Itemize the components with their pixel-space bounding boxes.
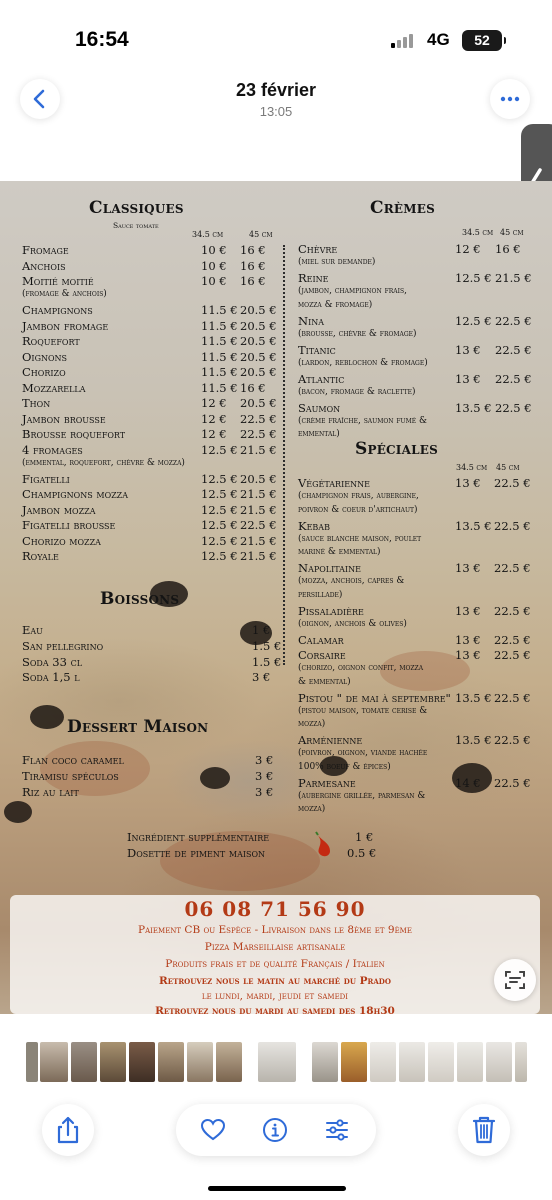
size-header-small: 34.5 cm [192, 230, 224, 239]
size-header-small: 34.5 cm [456, 463, 488, 472]
price-large: 22.5 € [494, 632, 531, 647]
price-large: 16 € [495, 242, 521, 256]
menu-item-description: (emmental, roquefort, chèvre & mozza) [22, 457, 185, 468]
live-text-button[interactable] [494, 959, 536, 1001]
price-large: 20.5 € [240, 303, 277, 317]
battery-icon: 52 [462, 30, 502, 51]
price-small: 13.5 € [455, 400, 492, 415]
menu-item-name: Champignons mozza [22, 487, 129, 501]
menu-item-name: Jambon mozza [22, 502, 96, 517]
menu-item-name: Royale [22, 549, 59, 563]
price-small: 12 € [455, 242, 481, 256]
phone-number: 06 08 71 56 90 [184, 897, 366, 921]
price-small: 10 € [201, 243, 227, 257]
extra-price: 1 € [355, 830, 374, 844]
price-large: 21.5 € [240, 533, 277, 548]
menu-item-description: (poivron, oignon, viande hachée [298, 748, 428, 758]
price-large: 22.5 € [240, 411, 277, 426]
price-large: 21.5 € [240, 442, 277, 457]
price-large: 16 € [240, 274, 266, 288]
price-large: 22.5 € [240, 427, 277, 441]
menu-item-name: Jambon fromage [22, 318, 109, 333]
menu-item-description: emmental) [298, 429, 340, 439]
menu-item-description: (lardon, reblochon & fromage) [298, 357, 428, 368]
price-small: 12.5 € [201, 533, 238, 548]
size-header-small: 34.5 cm [462, 228, 494, 237]
price-small: 11.5 € [201, 349, 238, 364]
menu-item-name: Eau [22, 623, 43, 637]
status-time: 16:54 [75, 28, 129, 51]
price-small: 14 € [455, 775, 481, 790]
section-title-boissons: Boissons [100, 589, 180, 609]
price-small: 12.5 € [201, 518, 238, 532]
info-line: Produits frais et de qualité Français / Italien [165, 958, 385, 970]
sliders-icon[interactable] [324, 1117, 350, 1143]
menu-item-name: Chorizo [22, 365, 66, 379]
menu-item-price: 1.5 € [252, 638, 282, 653]
thumbnail[interactable] [515, 1042, 527, 1082]
info-line: Paiement CB ou Espèce - Livraison dans le 8ème et 9ème [138, 924, 412, 936]
price-large: 22.5 € [495, 313, 532, 328]
price-large: 22.5 € [494, 733, 531, 747]
price-large: 22.5 € [494, 561, 531, 575]
menu-item-description: 100% boeuf & épices) [298, 761, 391, 772]
price-small: 12.5 € [201, 442, 238, 457]
info-icon[interactable] [262, 1117, 288, 1143]
price-large: 20.5 € [240, 471, 277, 486]
menu-item-price: 1 € [252, 623, 271, 637]
share-button[interactable] [42, 1104, 94, 1156]
price-small: 10 € [201, 274, 227, 288]
thumbnail[interactable] [486, 1042, 512, 1082]
status-bar [0, 0, 552, 80]
price-small: 11.5 € [201, 334, 238, 348]
thumbnail[interactable] [341, 1042, 367, 1082]
price-small: 13 € [455, 648, 481, 662]
price-large: 22.5 € [495, 371, 532, 386]
thumbnail-strip[interactable] [0, 1042, 552, 1082]
price-large: 21.5 € [240, 549, 277, 563]
live-text-icon [494, 959, 536, 1001]
price-small: 13.5 € [455, 690, 492, 705]
menu-item-name: Thon [22, 396, 51, 410]
menu-item-name: Nina [298, 313, 324, 328]
info-line: Pizza Marseillaise artisanale [204, 941, 346, 953]
size-header-large: 45 cm [496, 463, 520, 472]
menu-item-name: Tiramisu spéculos [22, 768, 119, 783]
menu-item-name: Moitié moitié [22, 274, 94, 288]
price-small: 12 € [201, 396, 227, 410]
menu-item-name: Oignons [22, 349, 68, 364]
size-header-large: 45 cm [500, 228, 524, 237]
menu-item-name: Kebab [298, 518, 330, 533]
extra-price: 0.5 € [347, 846, 377, 860]
thumbnail[interactable] [26, 1042, 38, 1082]
photo-actions-bar [176, 1104, 376, 1156]
menu-item-description: (aubergine grillée, parmesan & [298, 790, 426, 801]
thumbnail[interactable] [399, 1042, 425, 1082]
menu-item-name: Figatelli [22, 471, 70, 486]
trash-icon [458, 1104, 510, 1156]
menu-item-name: Champignons [22, 303, 93, 317]
menu-item-name: Chèvre [298, 242, 338, 256]
menu-item-description: (brousse, chèvre & fromage) [298, 328, 417, 339]
menu-item-name: Brousse roquefort [22, 427, 126, 441]
size-header-large: 45 cm [249, 230, 273, 239]
price-small: 10 € [201, 258, 227, 273]
price-small: 12.5 € [201, 502, 238, 517]
section-title-cremes: Crèmes [370, 198, 435, 218]
price-small: 11.5 € [201, 380, 238, 395]
menu-item-description: (miel sur demande) [298, 257, 376, 267]
price-large: 20.5 € [240, 318, 277, 333]
info-line: le lundi, mardi, jeudi et samedi [201, 990, 349, 1002]
price-large: 22.5 € [494, 603, 531, 618]
menu-item-name: Figatelli brousse [22, 518, 116, 532]
menu-item-name: Chorizo mozza [22, 533, 101, 548]
menu-item-description: (fromage & anchois) [22, 289, 107, 299]
cellular-signal-icon [391, 34, 419, 48]
menu-item-name: San pellegrino [22, 638, 104, 653]
thumbnail[interactable] [457, 1042, 483, 1082]
thumbnail[interactable] [258, 1042, 296, 1082]
price-large: 20.5 € [240, 396, 277, 410]
thumbnail[interactable] [428, 1042, 454, 1082]
price-small: 12.5 € [201, 471, 238, 486]
home-indicator [208, 1186, 346, 1191]
ellipsis-icon [490, 79, 530, 119]
menu-item-name: Napolitaine [298, 561, 361, 575]
menu-item-name: Titanic [298, 342, 336, 357]
menu-item-description: mozza) [298, 719, 326, 729]
menu-item-description: (chorizo, oignon confit, mozza [298, 663, 424, 673]
price-small: 13 € [455, 632, 481, 647]
menu-item-name: Jambon brousse [22, 411, 106, 426]
menu-item-name: Pissaladière [298, 603, 364, 618]
heart-icon[interactable] [200, 1117, 226, 1143]
price-small: 13 € [455, 603, 481, 618]
price-large: 22.5 € [495, 342, 532, 357]
extra-name: Dosette de piment maison [127, 846, 266, 860]
thumbnail[interactable] [100, 1042, 126, 1082]
contact-info-card [10, 895, 540, 1014]
photo-date: 23 février [235, 80, 317, 100]
price-small: 11.5 € [201, 365, 238, 379]
price-large: 20.5 € [240, 334, 277, 348]
menu-item-name: Roquefort [22, 334, 80, 348]
price-small: 12.5 € [455, 271, 492, 285]
price-large: 20.5 € [240, 349, 277, 364]
price-large: 20.5 € [240, 365, 277, 379]
thumbnail[interactable] [216, 1042, 242, 1082]
price-large: 22.5 € [494, 690, 531, 705]
price-small: 12 € [201, 411, 227, 426]
price-large: 22.5 € [240, 518, 277, 532]
price-small: 13 € [455, 371, 481, 386]
menu-item-name: Calamar [298, 632, 344, 647]
menu-item-name: Végétarienne [298, 476, 370, 490]
extra-name: Ingrédient supplémentaire [127, 830, 270, 844]
price-small: 13 € [455, 476, 481, 490]
price-large: 21.5 € [240, 487, 277, 501]
menu-item-description: & emmental) [298, 676, 351, 687]
photo-time: 13:05 [259, 104, 293, 119]
price-large: 22.5 € [494, 476, 531, 490]
thumbnail[interactable] [370, 1042, 396, 1082]
price-small: 13 € [455, 561, 481, 575]
price-large: 22.5 € [494, 775, 531, 790]
menu-item-name: Pistou " de mai à septembre" [298, 690, 451, 705]
menu-photo[interactable] [0, 181, 552, 1014]
thumbnail[interactable] [187, 1042, 213, 1082]
price-large: 16 € [240, 243, 266, 257]
menu-item-description: mozza) [298, 804, 326, 814]
menu-item-description: (mozza, anchois, capres & [298, 576, 405, 586]
menu-item-description: (pistou maison, tomate cerise & [298, 705, 428, 716]
thumbnail[interactable] [40, 1042, 68, 1082]
menu-item-name: Arménienne [298, 733, 363, 747]
price-large: 16 € [240, 380, 266, 395]
menu-item-name: Soda 33 cl [22, 654, 83, 669]
menu-item-name: Flan coco caramel [22, 753, 124, 767]
section-title-dessert: Dessert Maison [67, 717, 209, 737]
price-small: 12 € [201, 427, 227, 441]
menu-item-name: Riz au lait [22, 784, 79, 799]
price-large: 16 € [240, 258, 266, 273]
menu-item-name: Parmesane [298, 775, 356, 790]
menu-item-description: (oignon, anchois & olives) [298, 618, 407, 629]
price-large: 22.5 € [494, 648, 531, 662]
price-large: 22.5 € [495, 400, 532, 415]
more-button[interactable] [490, 79, 530, 119]
price-small: 12.5 € [201, 487, 238, 501]
share-icon [42, 1104, 94, 1156]
price-small: 13.5 € [455, 733, 492, 747]
price-small: 13.5 € [455, 518, 492, 533]
menu-item-price: 3 € [255, 753, 274, 767]
price-small: 12.5 € [201, 549, 238, 563]
menu-item-description: mariné & emmental) [298, 547, 381, 557]
info-line: Retrouvez nous le matin au marché du Prado [159, 975, 391, 987]
menu-item-price: 3 € [255, 768, 274, 783]
price-small: 11.5 € [201, 318, 238, 333]
menu-item-price: 3 € [255, 784, 274, 799]
menu-item-description: (champignon frais, aubergine, [298, 491, 419, 501]
section-subtitle-classiques: Sauce tomate [113, 221, 159, 230]
info-line: Retrouvez nous du mardi au samedi des 18h30 [155, 1005, 395, 1014]
network-type: 4G [427, 30, 450, 49]
chili-pepper-icon [312, 831, 336, 859]
section-title-speciales: Spéciales [355, 439, 438, 459]
menu-item-description: (jambon, champignon frais, [298, 286, 407, 296]
menu-item-name: Mozzarella [22, 380, 86, 395]
menu-item-name: 4 fromages [22, 442, 83, 457]
menu-item-description: mozza & fromage) [298, 299, 373, 310]
menu-item-price: 3 € [252, 670, 271, 685]
thumbnail[interactable] [158, 1042, 184, 1082]
thumbnail[interactable] [129, 1042, 155, 1082]
menu-item-description: poivron & coeur d'artichaut) [298, 504, 418, 515]
menu-item-name: Corsaire [298, 648, 346, 662]
price-large: 21.5 € [240, 502, 277, 517]
menu-item-price: 1.5 € [252, 654, 282, 669]
column-divider [283, 245, 285, 665]
price-small: 13 € [455, 342, 481, 357]
menu-item-description: (bacon, fromage & raclette) [298, 386, 416, 397]
price-large: 22.5 € [494, 518, 531, 533]
price-small: 12.5 € [455, 313, 492, 328]
price-large: 21.5 € [495, 271, 532, 285]
menu-item-name: Saumon [298, 400, 341, 415]
menu-item-name: Reine [298, 271, 329, 285]
menu-item-name: Atlantic [298, 371, 345, 386]
price-small: 11.5 € [201, 303, 238, 317]
menu-item-description: (sauce blanche maison, poulet [298, 533, 422, 544]
menu-item-description: persillade) [298, 589, 343, 600]
section-title-classiques: Classiques [89, 198, 184, 218]
menu-item-description: (crème fraîche, saumon fumé & [298, 415, 427, 426]
menu-item-name: Anchois [22, 258, 66, 273]
thumbnail[interactable] [312, 1042, 338, 1082]
thumbnail[interactable] [71, 1042, 97, 1082]
menu-item-name: Fromage [22, 243, 69, 257]
delete-button[interactable] [458, 1104, 510, 1156]
menu-item-name: Soda 1,5 l [22, 670, 80, 685]
